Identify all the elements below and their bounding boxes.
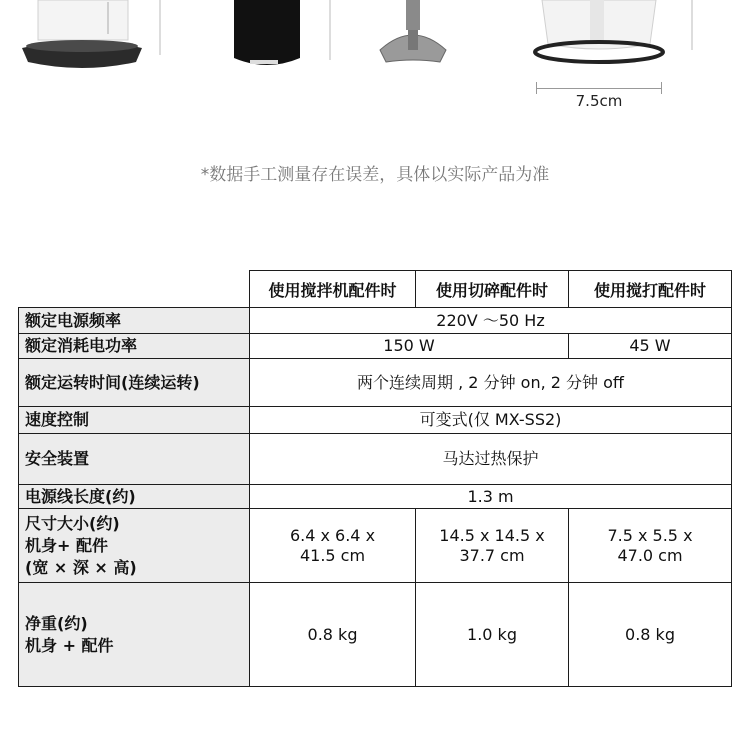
label-safety-device: 安全装置 [19, 434, 250, 485]
value-weight-whisk: 0.8 kg [569, 583, 732, 687]
row-weight [19, 583, 732, 687]
value-size-blender-line-1: 6.4 x 6.4 x [289, 525, 376, 545]
dimension-line [536, 88, 662, 89]
header-whisk: 使用搅打配件时 [569, 271, 732, 308]
value-power-consumption-whisk: 45 W [569, 334, 732, 359]
header-row [19, 271, 732, 308]
row-power-frequency [19, 308, 732, 334]
row-size [19, 509, 732, 583]
value-size-whisk [569, 509, 732, 583]
value-size-whisk-line-2: 47.0 cm [617, 545, 683, 565]
header-blender: 使用搅拌机配件时 [250, 271, 416, 308]
label-power-consumption: 额定消耗电功率 [19, 334, 250, 359]
value-size-blender-line-2: 41.5 cm [299, 545, 366, 565]
value-power-frequency: 220V ～50 Hz [250, 308, 732, 334]
value-size-chopper-line-2: 37.7 cm [459, 545, 525, 565]
label-size [19, 509, 250, 583]
label-size-line-1: 尺寸大小(约) [25, 513, 120, 533]
dimension-tick-right [661, 82, 662, 94]
spec-table [18, 270, 732, 687]
label-size-line-3: (宽 × 深 × 高) [25, 557, 137, 577]
row-safety-device [19, 434, 732, 485]
header-blank-cell [19, 271, 250, 308]
value-speed-control: 可变式(仅 MX-SS2) [250, 407, 732, 434]
row-cord-length [19, 485, 732, 509]
measurement-disclaimer: *数据手工测量存在误差，具体以实际产品为准 [200, 165, 550, 185]
label-power-frequency: 额定电源频率 [19, 308, 250, 334]
header-chopper: 使用切碎配件时 [416, 271, 569, 308]
dimension-tick-left [536, 82, 537, 94]
row-speed-control [19, 407, 732, 434]
label-weight-line-2: 机身 + 配件 [25, 635, 114, 655]
label-weight-line-1: 净重(约) [25, 613, 88, 633]
value-safety-device: 马达过热保护 [250, 434, 732, 485]
label-size-line-2: 机身+ 配件 [25, 535, 108, 555]
value-weight-blender: 0.8 kg [250, 583, 416, 687]
dimension-label: 7.5cm [575, 92, 623, 110]
value-size-whisk-line-1: 7.5 x 5.5 x [607, 525, 693, 545]
value-size-chopper-line-1: 14.5 x 14.5 x [439, 525, 545, 545]
motor-body-image [234, 0, 300, 65]
value-weight-chopper: 1.0 kg [416, 583, 569, 687]
value-cord-length: 1.3 m [250, 485, 732, 509]
blender-shaft-image [380, 0, 446, 62]
value-size-chopper [416, 509, 569, 583]
value-run-time: 两个连续周期 , 2 分钟 on, 2 分钟 off [250, 359, 732, 407]
chopper-bowl-image [535, 0, 663, 62]
value-size-blender [250, 509, 416, 583]
label-run-time: 额定运转时间(连续运转) [19, 359, 250, 407]
label-speed-control: 速度控制 [19, 407, 250, 434]
label-cord-length: 电源线长度(约) [19, 485, 250, 509]
row-power-consumption [19, 334, 732, 359]
label-weight [19, 583, 250, 687]
row-run-time [19, 359, 732, 407]
blender-cup-image [22, 0, 142, 68]
value-power-consumption-main: 150 W [250, 334, 569, 359]
